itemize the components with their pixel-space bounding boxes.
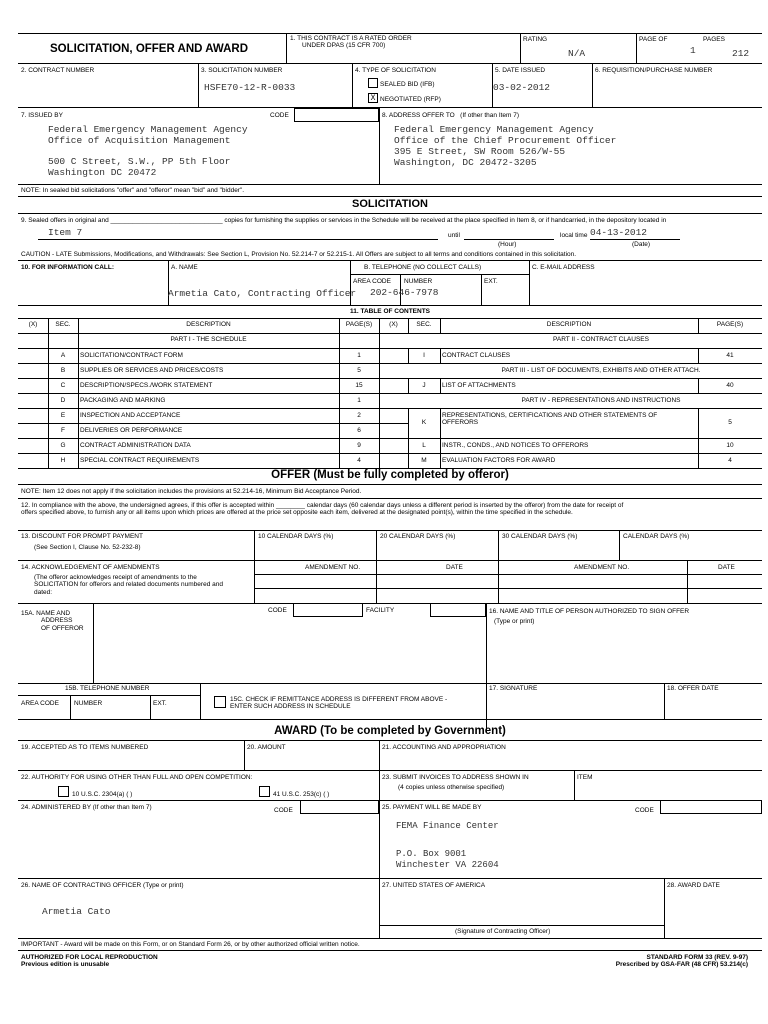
toc-pages: 5: [357, 367, 361, 374]
local-time-value[interactable]: 04-13-2012: [590, 227, 648, 238]
date-issued[interactable]: 03-02-2012: [493, 82, 551, 93]
ext-15b-label: EXT.: [153, 700, 167, 707]
address-offer-label: 8. ADDRESS OFFER TO (If other than Item 7): [382, 112, 520, 119]
offer-date-label: 18. OFFER DATE: [667, 685, 719, 692]
remittance-checkbox[interactable]: [214, 696, 226, 708]
remittance-label: 15C. CHECK IF REMITTANCE ADDRESS IS DIFFERENT FROM ABOVE - ENTER SUCH ADDRESS IN SCHEDULE: [230, 696, 448, 711]
toc-desc: INSTR., CONDS., AND NOTICES TO OFFERORS: [442, 441, 589, 449]
payment-code-field[interactable]: [660, 800, 762, 814]
toc-pages: 41: [726, 351, 734, 359]
toc-col-pages-right: PAGE(S): [716, 321, 744, 328]
page-of-label: PAGE OF: [639, 36, 668, 43]
footer-right-2: Prescribed by GSA-FAR (48 CFR) 53.214(c): [615, 961, 748, 968]
telephone-15b-label: 15B. TELEPHONE NUMBER: [65, 685, 150, 692]
toc-desc: SOLICITATION/CONTRACT FORM: [80, 352, 183, 359]
requisition-number-label: 6. REQUISITION/PURCHASE NUMBER: [595, 67, 713, 74]
item9-text: 9. Sealed offers in original and _______________________________ copies for furnishing the supplies or services in the Schedule will be received at the place specified in Item 8, or if handcarried, in the depository located in: [21, 217, 667, 224]
toc-sec: D: [60, 397, 66, 404]
toc-desc: LIST OF ATTACHMENTS: [442, 381, 516, 389]
until-label: until: [448, 232, 460, 239]
sealed-bid-label: SEALED BID (IFB): [380, 81, 435, 88]
toc-sec: F: [61, 427, 65, 434]
amendment-no-label-1: AMENDMENT NO.: [305, 564, 361, 571]
caution-text: CAUTION - LATE Submissions, Modifications, and Withdrawals: See Section L, Provision No. 52.214-7 or 52.215-1. All Offers are subject to all terms and conditions contained in this solicitation.: [21, 251, 577, 258]
amendments-sub: (The offeror acknowledges receipt of amendments to the SOLICITATION for offerors and related documents numbered and dated:: [34, 574, 223, 596]
toc-col-pages-left: PAGE(S): [345, 321, 373, 328]
payment-code-label: CODE: [635, 807, 654, 814]
toc-pages: 4: [357, 457, 361, 464]
amount-label: 20. AMOUNT: [247, 744, 286, 751]
solicitation-number-label: 3. SOLICITATION NUMBER: [201, 67, 283, 74]
toc-row: [18, 363, 379, 378]
issued-by-code-field[interactable]: [294, 108, 379, 122]
contract-number-label: 2. CONTRACT NUMBER: [21, 67, 95, 74]
toc-pages: 9: [357, 442, 361, 449]
toc-sec: K: [421, 419, 427, 426]
toc-pages: 6: [357, 427, 361, 434]
info-call-label: 10. FOR INFORMATION CALL:: [21, 264, 115, 271]
toc-part1: PART I - THE SCHEDULE: [170, 336, 247, 343]
toc-desc: EVALUATION FACTORS FOR AWARD: [442, 456, 556, 464]
usc10-checkbox[interactable]: [58, 786, 69, 797]
usc10-label: 10 U.S.C. 2304(a) ( ): [72, 791, 133, 798]
hour-label: (Hour): [498, 241, 517, 248]
toc-sec: J: [422, 381, 426, 389]
toc-sec: B: [60, 367, 66, 374]
award-heading: AWARD (To be completed by Government): [274, 725, 506, 737]
toc-pages: 4: [728, 456, 732, 464]
discount-30-label[interactable]: 30 CALENDAR DAYS (%): [502, 533, 578, 540]
toc-row: [18, 393, 379, 408]
officer-label: 26. NAME OF CONTRACTING OFFICER (Type or print): [21, 882, 184, 889]
toc-pages: 1: [357, 352, 361, 359]
toc-pages: 1: [357, 397, 361, 404]
administered-code-field[interactable]: [300, 800, 379, 814]
toc-heading: 11. TABLE OF CONTENTS: [349, 308, 431, 315]
solicitation-number[interactable]: HSFE70-12-R-0033: [204, 82, 296, 93]
discount-20-label[interactable]: 20 CALENDAR DAYS (%): [380, 533, 456, 540]
toc-part3: PART III - LIST OF DOCUMENTS, EXHIBITS AND OTHER ATTACH.: [501, 367, 701, 374]
toc-pages: 15: [355, 382, 363, 389]
toc-col-sec-left: SEC.: [55, 321, 71, 328]
toc-row: [18, 348, 379, 363]
toc-col-desc-left: DESCRIPTION: [186, 321, 231, 328]
sealed-bid-checkbox[interactable]: [368, 78, 378, 88]
discount-label: 13. DISCOUNT FOR PROMPT PAYMENT: [21, 533, 143, 540]
name-value[interactable]: Armetia Cato, Contracting Officer: [168, 288, 357, 299]
signer-sub: (Type or print): [494, 618, 535, 625]
footer-left-1: AUTHORIZED FOR LOCAL REPRODUCTION: [21, 954, 158, 961]
offeror-code-field[interactable]: [293, 603, 363, 617]
important-note: IMPORTANT - Award will be made on this Form, or on Standard Form 26, or by other authorized official written notice.: [21, 941, 360, 948]
toc-sec: A: [60, 352, 66, 359]
rated-order-label: 1. THIS CONTRACT IS A RATED ORDER UNDER DPAS (15 CFR 700): [290, 35, 412, 50]
footer-right-1: STANDARD FORM 33 (REV. 9-97): [646, 954, 748, 961]
sealed-bid-note: NOTE: In sealed bid solicitations "offer" and "offeror" mean "bid" and "bidder".: [21, 187, 245, 194]
number-15b-label: NUMBER: [74, 700, 103, 707]
authority-label: 22. AUTHORITY FOR USING OTHER THAN FULL AND OPEN COMPETITION:: [21, 774, 253, 781]
facility-field[interactable]: [430, 603, 486, 617]
local-time-label: local time: [560, 232, 588, 239]
issued-by-label: 7. ISSUED BY: [21, 112, 63, 119]
toc-pages: 2: [357, 412, 361, 419]
issued-by-address[interactable]: Federal Emergency Management Agency Office of Acquisition Management 500 C Street, S.W., PP 5th Floor Washington DC 20472: [48, 124, 248, 178]
negotiated-label: NEGOTIATED (RFP): [380, 96, 441, 103]
toc-part2: PART II - CONTRACT CLAUSES: [553, 336, 649, 343]
name-label: A. NAME: [171, 264, 198, 271]
facility-label: FACILITY: [366, 607, 395, 614]
amendment-no-label-2: AMENDMENT NO.: [574, 564, 630, 571]
toc-col-x-right: (X): [389, 321, 398, 328]
discount-sub: (See Section I, Clause No. 52-232-8): [34, 544, 141, 551]
discount-cal-label[interactable]: CALENDAR DAYS (%): [623, 533, 690, 540]
issued-by-code-label: CODE: [270, 112, 289, 119]
toc-sec: I: [423, 351, 425, 359]
email-label: C. E-MAIL ADDRESS: [532, 264, 595, 271]
payment-address[interactable]: FEMA Finance Center P.O. Box 9001 Winchester VA 22604: [396, 821, 499, 870]
officer-value[interactable]: Armetia Cato: [42, 906, 111, 917]
award-date-label: 28. AWARD DATE: [667, 882, 720, 889]
toc-sec: C: [60, 382, 66, 389]
offer-note: NOTE: Item 12 does not apply if the solicitation includes the provisions at 52.214-16, Minimum Bid Acceptance Period.: [21, 488, 362, 495]
item-label: ITEM: [577, 774, 593, 781]
toc-sec: G: [60, 442, 66, 449]
offeror-label: 15A. NAME AND ADDRESS OF OFFEROR: [21, 610, 84, 632]
type-of-solicitation-label: 4. TYPE OF SOLICITATION: [355, 67, 436, 74]
toc-pages: 10: [726, 441, 734, 449]
amendment-date-label-1: DATE: [446, 564, 463, 571]
toc-desc: SUPPLIES OR SERVICES AND PRICES/COSTS: [80, 367, 224, 374]
toc-col-sec-right: SEC.: [416, 321, 432, 328]
solicitation-form: [18, 33, 762, 993]
amendments-label: 14. ACKNOWLEDGEMENT OF AMENDMENTS: [21, 564, 160, 571]
toc-col-desc-right: DESCRIPTION: [546, 321, 592, 328]
payment-label: 25. PAYMENT WILL BE MADE BY: [382, 804, 482, 811]
item12-text: 12. In compliance with the above, the undersigned agrees, if this offer is accepted within ________ calendar days (60 calendar days unless a different period is inserted by the offeror) from the date for receipt of offers specified above, to furnish any or all items upon which prices are offered at the price set opposite each item, delivered at the designated point(s), within the time specified in the schedule.: [21, 502, 624, 517]
toc-pages: 5: [728, 419, 732, 426]
signature-officer-sub: (Signature of Contracting Officer): [455, 928, 551, 935]
toc-row: [18, 438, 379, 453]
number-label: NUMBER: [404, 278, 433, 285]
date-issued-label: 5. DATE ISSUED: [495, 67, 546, 74]
toc-sec: E: [60, 412, 66, 419]
toc-pages: 40: [726, 381, 734, 389]
telephone-label: B. TELEPHONE (NO COLLECT CALLS): [364, 264, 482, 271]
area-code-label: AREA CODE: [353, 278, 391, 285]
phone-value[interactable]: 202-646-7978: [370, 287, 439, 298]
toc-desc: CONTRACT ADMINISTRATION DATA: [80, 442, 191, 449]
toc-row: [18, 378, 379, 393]
toc-row: [18, 408, 379, 423]
toc-part4: PART IV - REPRESENTATIONS AND INSTRUCTIONS: [521, 397, 681, 404]
page-value[interactable]: 1: [690, 45, 696, 56]
negotiated-checkbox[interactable]: X: [368, 93, 378, 103]
toc-desc: DESCRIPTION/SPECS./WORK STATEMENT: [80, 382, 213, 389]
toc-col-x-left: (X): [28, 321, 38, 328]
toc-desc: PACKAGING AND MARKING: [80, 397, 166, 404]
signature-label: 17. SIGNATURE: [489, 685, 538, 692]
toc-sec: M: [421, 456, 427, 464]
rating-value[interactable]: N/A: [568, 48, 586, 59]
date-label: (Date): [632, 241, 651, 248]
toc-desc: DELIVERIES OR PERFORMANCE: [80, 427, 183, 434]
amendment-date-label-2: DATE: [718, 564, 735, 571]
pages-value[interactable]: 212: [732, 48, 750, 59]
accounting-label: 21. ACCOUNTING AND APPROPRIATION: [382, 744, 506, 751]
invoices-label: 23. SUBMIT INVOICES TO ADDRESS SHOWN IN: [382, 774, 529, 781]
offeror-code-label: CODE: [268, 607, 287, 614]
footer-left-2: Previous edition is unusable: [21, 961, 110, 968]
toc-sec: H: [60, 457, 66, 464]
toc-desc: INSPECTION AND ACCEPTANCE: [80, 412, 181, 419]
usa-label: 27. UNITED STATES OF AMERICA: [382, 882, 486, 889]
administered-code-label: CODE: [274, 807, 293, 814]
toc-desc: REPRESENTATIONS, CERTIFICATIONS AND OTHER STATEMENTS OF OFFERORS: [442, 412, 658, 427]
toc-desc: SPECIAL CONTRACT REQUIREMENTS: [80, 457, 200, 464]
rating-label: RATING: [523, 36, 548, 43]
toc-row: [18, 453, 379, 468]
discount-10-label[interactable]: 10 CALENDAR DAYS (%): [258, 533, 334, 540]
administered-label: 24. ADMINISTERED BY (If other than Item 7): [21, 804, 152, 811]
form-title: SOLICITATION, OFFER AND AWARD: [50, 43, 249, 55]
ext-label: EXT.: [484, 278, 498, 285]
area-code-15b-label: AREA CODE: [21, 700, 59, 707]
item9-value[interactable]: Item 7: [48, 227, 83, 238]
pages-label: PAGES: [703, 36, 725, 43]
usc41-checkbox[interactable]: [259, 786, 270, 797]
toc-row: [18, 423, 379, 438]
toc-sec: L: [422, 441, 426, 449]
usc41-label: 41 U.S.C. 253(c) ( ): [273, 791, 330, 798]
signer-label: 16. NAME AND TITLE OF PERSON AUTHORIZED TO SIGN OFFER: [489, 608, 690, 615]
offer-heading: OFFER (Must be fully completed by offeror): [271, 469, 509, 481]
invoices-sub: (4 copies unless otherwise specified): [398, 784, 505, 791]
address-offer-address[interactable]: Federal Emergency Management Agency Office of the Chief Procurement Officer 395 E Street, SW Room 526/W-55 Washington, DC 20472-3205: [394, 124, 617, 168]
accepted-label: 19. ACCEPTED AS TO ITEMS NUMBERED: [21, 744, 149, 751]
toc-desc: CONTRACT CLAUSES: [442, 351, 511, 359]
solicitation-heading: SOLICITATION: [352, 198, 428, 210]
